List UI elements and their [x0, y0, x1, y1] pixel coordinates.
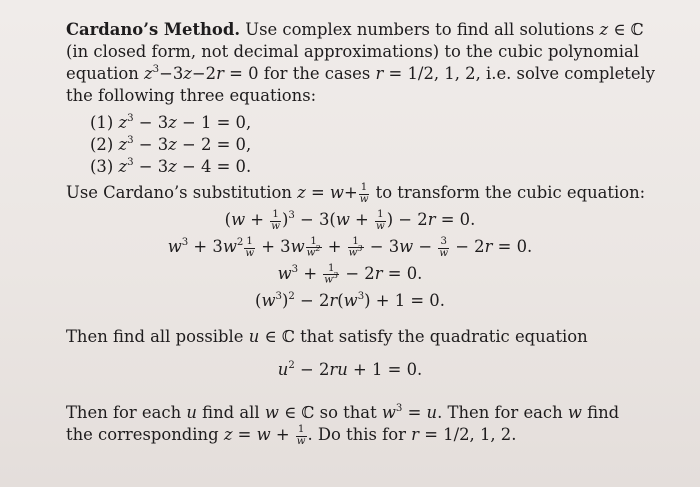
equation-2: (2) $z^3 - 3z - 2 = 0$, [90, 134, 252, 154]
final-line-1: Then for each u find all w ∈ ℂ so that $w^3 = u$. Then for each w find [66, 402, 620, 422]
intro-line-2: (in closed form, not decimal approximations) to the cubic polynomial [66, 42, 640, 61]
intro-text: Use complex numbers to find all solutions [245, 20, 595, 39]
cubic-equation-math: $z^3-3z-2r = 0$ [144, 63, 259, 83]
equation-3: (3) $z^3 - 3z - 4 = 0$. [90, 156, 252, 176]
intro-line-3: equation $z^3-3z-2r = 0$ for the cases r = 1/2, 1, 2, i.e. solve completely [66, 63, 656, 83]
derivation-step-4: $(w^3)^2 - 2r(w^3) + 1 = 0$. [255, 290, 445, 310]
equation-1: (1) $z^3 - 3z - 1 = 0$, [90, 112, 252, 132]
quadratic-equation: $u^2 - 2ru + 1 = 0$. [277, 359, 423, 379]
intro-line-1: Cardano’s Method. Use complex numbers to find all solutions z ∈ ℂ [66, 20, 644, 39]
final-line-2: the corresponding z = w + $\frac{1}{w}$ . Do this for r = 1/2, 1, 2. [66, 424, 517, 447]
intro-line-4: the following three equations: [66, 86, 317, 105]
derivation-step-2: $w^3 + 3w^2$ $\frac{1}{w}$ + 3w $\frac{1}{w^2}$ + $\frac{1}{w^3}$ − 3w − $\frac{3}{w}$ − 2r = 0. [167, 236, 533, 259]
substitution-line: Use Cardano’s substitution z = w+ $\frac{1}{w}$ to transform the cubic equation: [66, 182, 646, 205]
derivation-step-1: (w + $\frac{1}{w}$ )$^3$ − 3(w + $\frac{1}{w}$ ) − 2r = 0. [224, 209, 476, 232]
section-heading: Cardano’s Method. [66, 20, 241, 39]
derivation-step-3: $w^3$ + $\frac{1}{w^3}$ − 2r = 0. [277, 263, 423, 286]
quadratic-line: Then find all possible u ∈ ℂ that satisfy the quadratic equation [66, 327, 588, 346]
